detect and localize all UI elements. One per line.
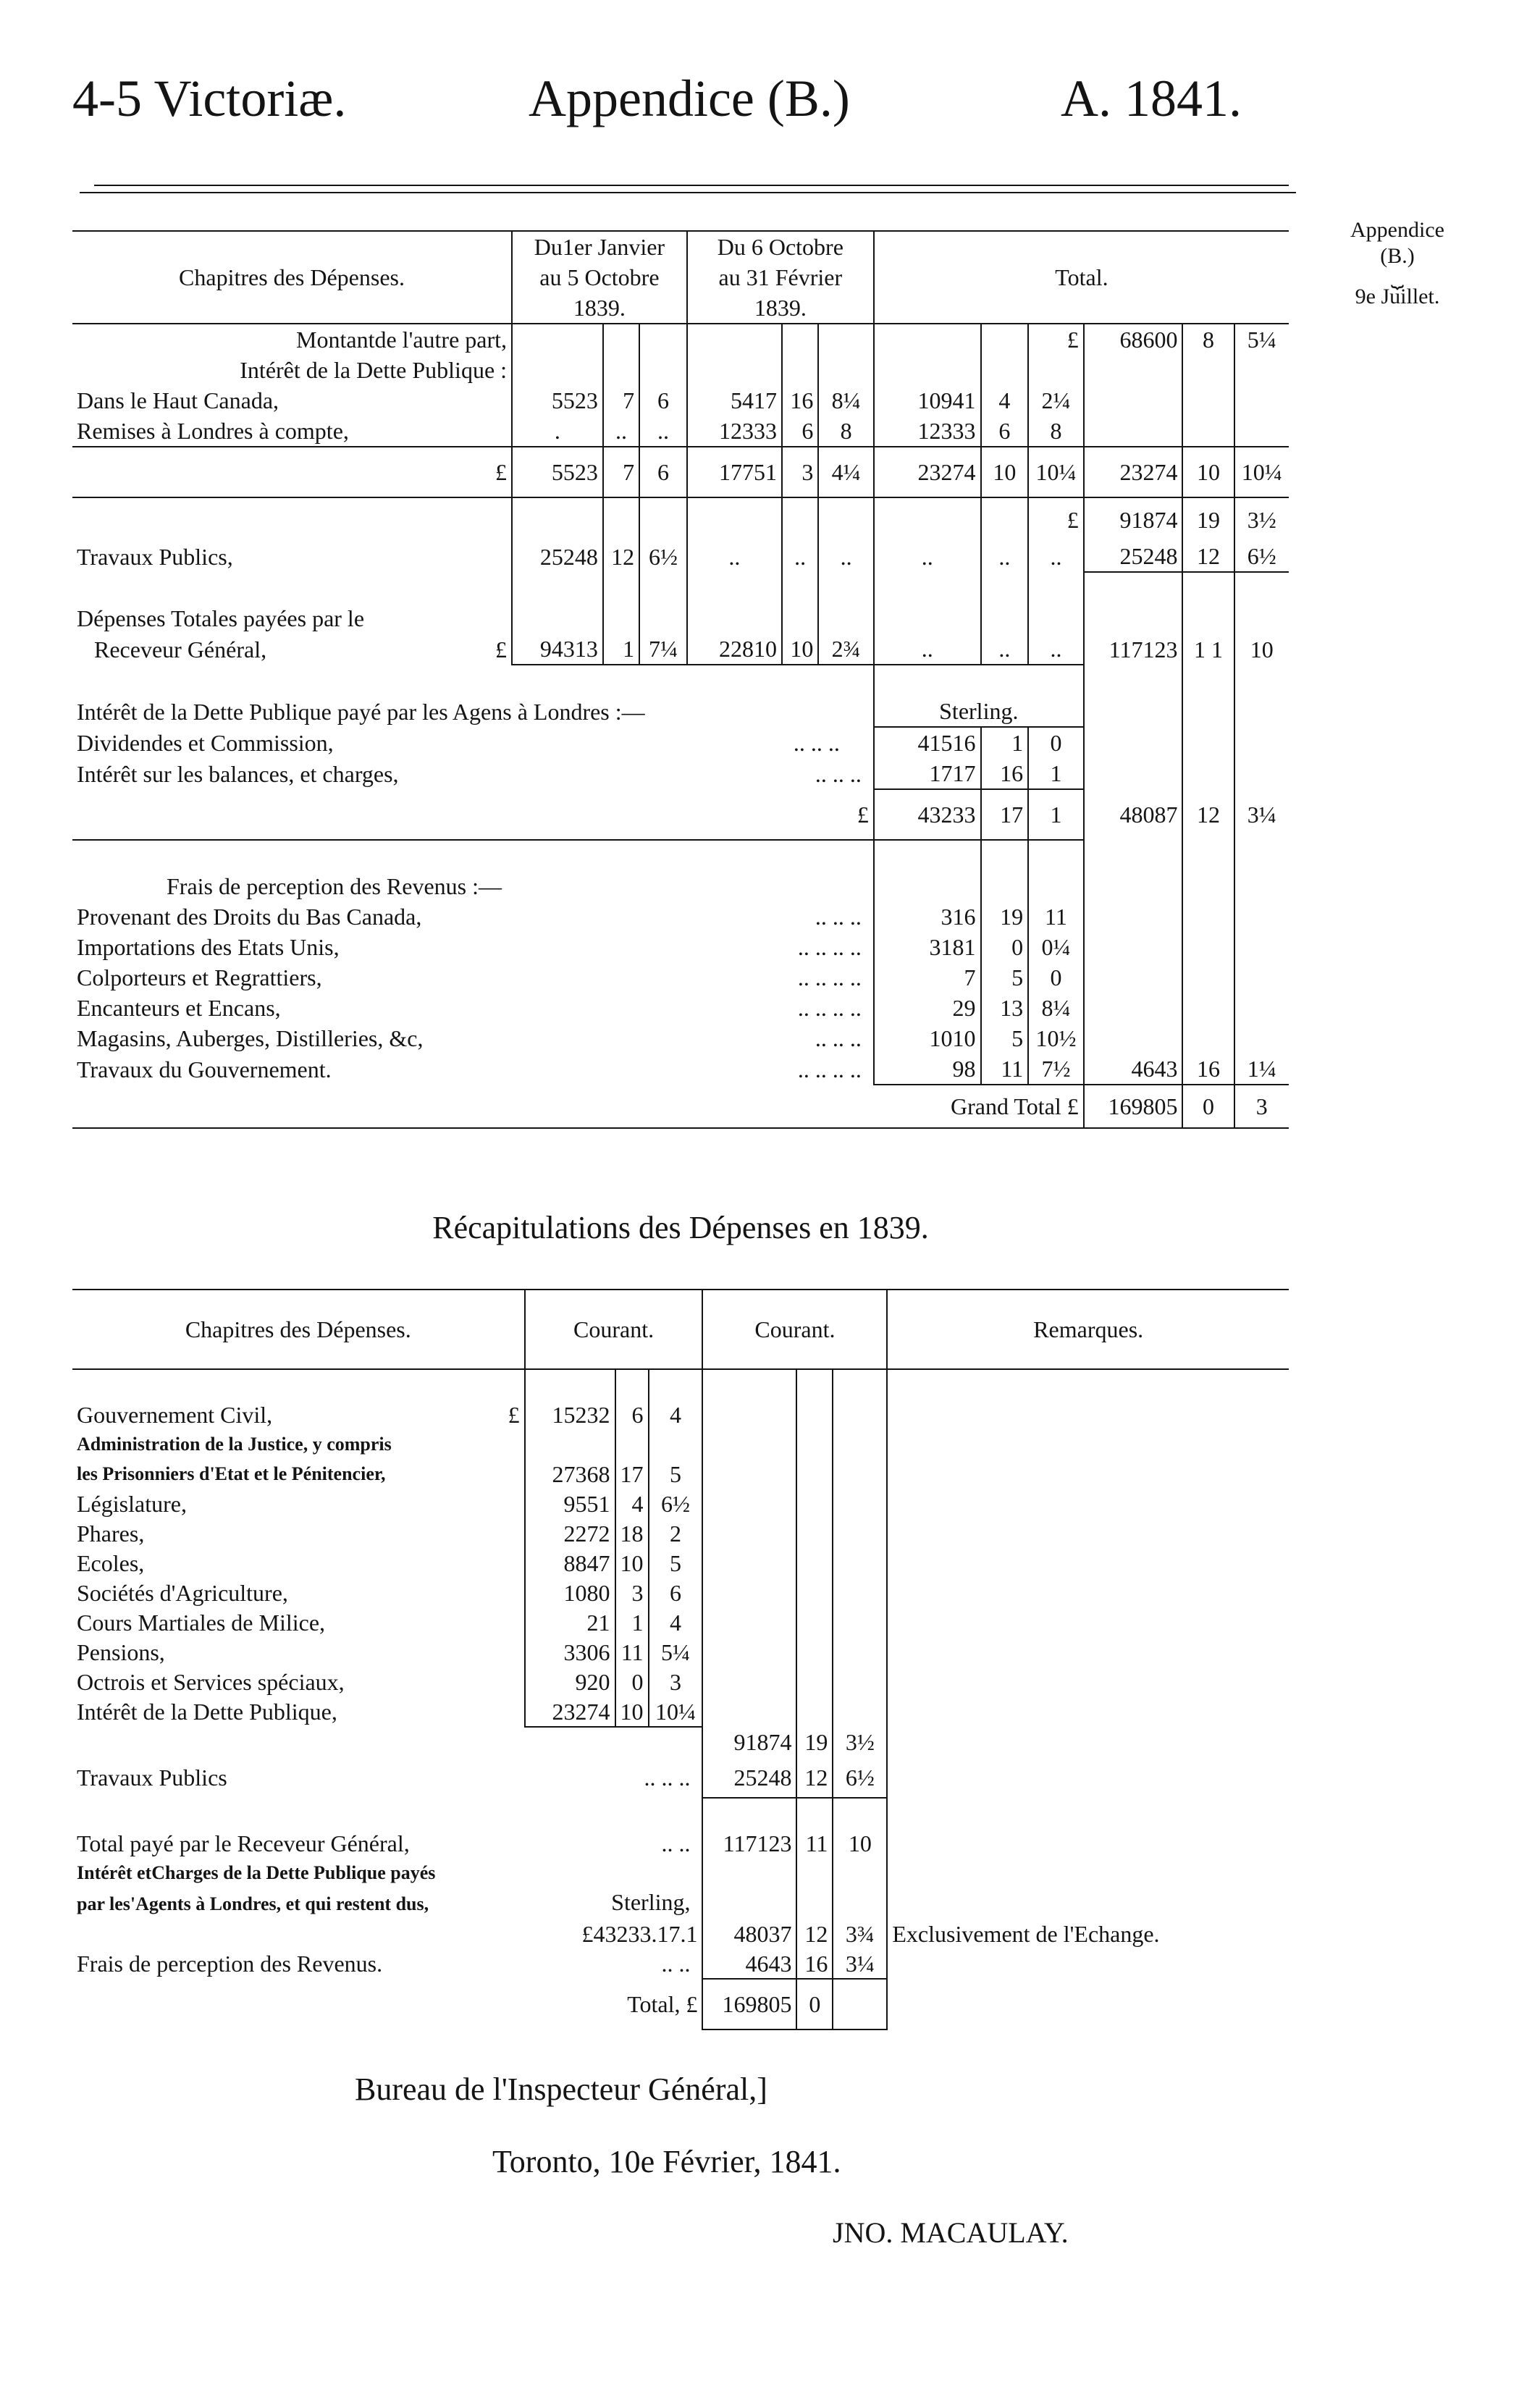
- cell: 10¼: [1028, 447, 1084, 497]
- row-label: Travaux Publics,: [77, 543, 233, 570]
- cell: ..: [981, 634, 1029, 665]
- table-header-row: [72, 1290, 1289, 1369]
- cell: 6: [782, 416, 818, 447]
- cell: 10: [615, 1696, 649, 1727]
- cell: 3¼: [1234, 789, 1289, 840]
- cell: 41516: [874, 727, 981, 758]
- cell: 10: [981, 447, 1029, 497]
- cell: 117123: [1084, 634, 1183, 665]
- table-row: [72, 1637, 1289, 1667]
- row-label: Dépenses Totales payées par le: [77, 605, 365, 631]
- cell: 1010: [874, 1023, 981, 1053]
- cell: 10: [1182, 447, 1234, 497]
- row-label-text: Importations des Etats Unis,: [77, 934, 340, 960]
- row-label: [72, 1757, 702, 1798]
- cell: 16: [782, 385, 818, 416]
- cell: 316: [874, 901, 981, 932]
- header-center: Appendice (B.): [529, 70, 850, 127]
- pound-sign: £: [508, 1401, 520, 1428]
- table-row: [72, 1858, 1289, 1888]
- cell: 3¼: [833, 1948, 887, 1979]
- cell: 16: [1182, 1053, 1234, 1085]
- cell: 19: [796, 1727, 833, 1757]
- cell: 5: [649, 1459, 703, 1489]
- cell: 3: [649, 1667, 703, 1696]
- cell: 4643: [702, 1948, 796, 1979]
- row-label: Intérêt de la Dette Publique payé par les Agens à Londres :—: [77, 698, 645, 725]
- pound-sign: £: [1028, 497, 1084, 541]
- header-right: A. 1841.: [1061, 70, 1242, 127]
- row-label: [72, 1400, 525, 1429]
- cell: 1717: [874, 758, 981, 789]
- cell: 17: [981, 789, 1029, 840]
- table-row: [72, 932, 1289, 962]
- cell: 0: [981, 932, 1029, 962]
- cell: 6: [649, 1578, 703, 1607]
- cell: 12: [603, 541, 639, 572]
- row-label-text: Gouvernement Civil,: [77, 1401, 273, 1428]
- dot-leaders: .. .. ..: [815, 904, 862, 930]
- cell: 12: [1182, 541, 1234, 572]
- cell: 5523: [512, 385, 603, 416]
- cell: 19: [981, 901, 1029, 932]
- cell: 8: [1182, 324, 1234, 355]
- table-row: [72, 634, 1289, 665]
- table-row: [72, 1727, 1289, 1757]
- expense-table: [72, 230, 1289, 1129]
- cell: 1: [1028, 789, 1084, 840]
- cell: 68600: [1084, 324, 1183, 355]
- col-header-courant-1: Courant.: [525, 1290, 703, 1369]
- cell: 1: [1028, 758, 1084, 789]
- cell: 17751: [687, 447, 782, 497]
- cell: 3½: [1234, 497, 1289, 541]
- cell: 1¼: [1234, 1053, 1289, 1085]
- cell: 4643: [1084, 1053, 1183, 1085]
- row-label-text: Travaux du Gouvernement.: [77, 1056, 332, 1082]
- place-date: Toronto, 10e Février, 1841.: [492, 2144, 841, 2179]
- row-label: Intérêt de la Dette Publique :: [240, 357, 508, 383]
- row-label-text: Frais de perception des Revenus.: [77, 1951, 383, 1977]
- total-label: Total, £: [627, 1991, 698, 2017]
- cell: 10½: [1028, 1023, 1084, 1053]
- cell: 6½: [833, 1757, 887, 1798]
- cell: 6½: [639, 541, 687, 572]
- col-header-period2-line2: au 31 Février: [687, 262, 874, 293]
- cell: 6½: [1234, 541, 1289, 572]
- row-label-text: par les'Agents à Londres, et qui restent dus,: [77, 1893, 429, 1914]
- row-label: [72, 1888, 702, 1919]
- table-row: [72, 1400, 1289, 1429]
- table-row: [72, 1607, 1289, 1637]
- cell: 3181: [874, 932, 981, 962]
- row-label: Montantde l'autre part,: [72, 324, 512, 355]
- table-row: [72, 665, 1289, 696]
- table-row: [72, 1578, 1289, 1607]
- cell: 15232: [525, 1400, 615, 1429]
- cell: 11: [796, 1828, 833, 1858]
- header-left: 4-5 Victoriæ.: [72, 70, 347, 127]
- cell: 5: [981, 962, 1029, 993]
- cell: 8¼: [1028, 993, 1084, 1023]
- row-label: Intérêt de la Dette Publique,: [77, 1699, 337, 1725]
- row-label: Ecoles,: [77, 1549, 145, 1576]
- row-label: les Prisonniers d'Etat et le Pénitencier,: [77, 1463, 386, 1484]
- table-row: [72, 901, 1289, 932]
- col-header-chapitres: Chapitres des Dépenses.: [72, 231, 512, 324]
- table-row: [72, 541, 1289, 572]
- cell: 29: [874, 993, 981, 1023]
- cell: 3¾: [833, 1919, 887, 1948]
- sterling-label: Sterling.: [874, 696, 1084, 727]
- row-label: [72, 962, 874, 993]
- cell: ..: [782, 541, 818, 572]
- cell: 2¾: [818, 634, 874, 665]
- table-row: [72, 1548, 1289, 1578]
- recap-table: [72, 1289, 1289, 2030]
- row-label: [72, 1023, 874, 1053]
- cell: 6: [981, 416, 1029, 447]
- dot-leaders: .. .. .. ..: [797, 995, 862, 1021]
- grand-total-label: Grand Total £: [874, 1085, 1084, 1128]
- cell: 94313: [512, 634, 603, 665]
- col-header-courant-2: Courant.: [702, 1290, 887, 1369]
- cell: 48087: [1084, 789, 1183, 840]
- row-label: Sociétés d'Agriculture,: [77, 1579, 288, 1606]
- cell: 4: [649, 1607, 703, 1637]
- table-row: [72, 758, 1289, 789]
- cell: 2272: [525, 1518, 615, 1548]
- cell: ..: [603, 416, 639, 447]
- cell: 23274: [525, 1696, 615, 1727]
- cell: 25248: [1084, 541, 1183, 572]
- cell: 6: [615, 1400, 649, 1429]
- cell: ..: [874, 541, 981, 572]
- col-header-period1-line3: 1839.: [512, 293, 687, 324]
- cell: 13: [981, 993, 1029, 1023]
- cell: 12333: [687, 416, 782, 447]
- cell: 1080: [525, 1578, 615, 1607]
- cell: 6: [639, 385, 687, 416]
- row-label-text: Provenant des Droits du Bas Canada,: [77, 904, 422, 930]
- row-label: Frais de perception des Revenus :—: [167, 873, 502, 899]
- cell: ..: [874, 634, 981, 665]
- margin-note-line1: Appendice: [1350, 218, 1444, 242]
- table-row: [72, 497, 1289, 541]
- cell: 23274: [874, 447, 981, 497]
- table-row: [72, 385, 1289, 416]
- cell: 5523: [512, 447, 603, 497]
- cell: 12333: [874, 416, 981, 447]
- table-row: [72, 962, 1289, 993]
- cell: 9551: [525, 1489, 615, 1518]
- table-row: [72, 1979, 1289, 2029]
- cell: 91874: [702, 1727, 796, 1757]
- row-label: Législature,: [77, 1490, 187, 1517]
- cell: 10: [833, 1828, 887, 1858]
- cell: 11: [981, 1053, 1029, 1085]
- col-header-period1-line2: au 5 Octobre: [512, 262, 687, 293]
- cell: 2: [649, 1518, 703, 1548]
- cell: 8: [818, 416, 874, 447]
- cell: 4: [649, 1400, 703, 1429]
- header-rule-1: [94, 185, 1289, 186]
- cell: 16: [796, 1948, 833, 1979]
- cell: 11: [615, 1637, 649, 1667]
- table-row: [72, 447, 1289, 497]
- cell: 21: [525, 1607, 615, 1637]
- col-header-period2-line3: 1839.: [687, 293, 874, 324]
- table-row: [72, 1429, 1289, 1459]
- table-row: [72, 1459, 1289, 1489]
- row-label: Phares,: [77, 1520, 145, 1547]
- cell: 18: [615, 1518, 649, 1548]
- dot-leaders: .. .. .. ..: [797, 1056, 862, 1082]
- row-label-text: Total payé par le Receveur Général,: [77, 1830, 410, 1856]
- row-label: [72, 901, 874, 932]
- pound-sign: £: [495, 636, 508, 662]
- cell: 3: [1234, 1085, 1289, 1128]
- cell: 1: [981, 727, 1029, 758]
- row-label: [72, 993, 874, 1023]
- row-label-text: Travaux Publics: [77, 1764, 227, 1791]
- table-row: [72, 1053, 1289, 1085]
- cell: 2¼: [1028, 385, 1084, 416]
- margin-note-line3: 9e Juillet.: [1355, 285, 1440, 308]
- cell: 10: [782, 634, 818, 665]
- table-row: [72, 572, 1289, 603]
- row-label: [72, 634, 512, 665]
- row-label-text: Intérêt sur les balances, et charges,: [77, 760, 399, 787]
- table-row: [72, 789, 1289, 840]
- row-label: Cours Martiales de Milice,: [77, 1609, 326, 1636]
- cell: 7¼: [639, 634, 687, 665]
- table-row: [72, 871, 1289, 901]
- cell: 17: [615, 1459, 649, 1489]
- cell: 91874: [1084, 497, 1183, 541]
- cell: 0¼: [1028, 932, 1084, 962]
- row-label-text: Dividendes et Commission,: [77, 729, 334, 756]
- cell: [833, 1979, 887, 2029]
- dot-leaders: .. ..: [661, 1951, 691, 1977]
- table-row: [72, 1085, 1289, 1128]
- table-row: [72, 1919, 1289, 1948]
- cell: 1: [615, 1607, 649, 1637]
- cell: ..: [1028, 634, 1084, 665]
- cell: 12: [796, 1919, 833, 1948]
- bureau-line: Bureau de l'Inspecteur Général,]: [355, 2071, 767, 2107]
- row-label: Octrois et Services spéciaux,: [77, 1668, 345, 1695]
- cell: 10941: [874, 385, 981, 416]
- cell: 5¼: [1234, 324, 1289, 355]
- cell: 12: [796, 1757, 833, 1798]
- cell: 10: [615, 1548, 649, 1578]
- col-header-period1-line1: Du1er Janvier: [512, 231, 687, 262]
- dot-leaders: .. .. ..: [793, 729, 840, 756]
- dot-leaders: .. .. .. ..: [797, 964, 862, 990]
- cell: 7: [603, 385, 639, 416]
- margin-note-line2: (B.): [1380, 244, 1415, 268]
- table-row: [72, 1023, 1289, 1053]
- cell: 3306: [525, 1637, 615, 1667]
- row-label-text: Colporteurs et Regrattiers,: [77, 964, 322, 990]
- table-row: [72, 1757, 1289, 1798]
- recap-title: Récapitulations des Dépenses en 1839.: [432, 1210, 929, 1245]
- cell: 0: [615, 1667, 649, 1696]
- table-row: [72, 1489, 1289, 1518]
- row-label: Administration de la Justice, y compris: [77, 1433, 392, 1455]
- cell: 4: [615, 1489, 649, 1518]
- margin-note: [1325, 217, 1470, 310]
- cell: 117123: [702, 1828, 796, 1858]
- cell: .: [512, 416, 603, 447]
- row-label: [72, 758, 874, 789]
- col-header-chapitres: Chapitres des Dépenses.: [72, 1290, 525, 1369]
- pound-sign: £: [72, 447, 512, 497]
- table-header-row: [72, 231, 1289, 262]
- row-label: Remises à Londres à compte,: [77, 418, 349, 444]
- col-header-total: Total.: [874, 231, 1289, 324]
- dot-leaders: .. .. ..: [644, 1764, 691, 1791]
- table-row: [72, 1696, 1289, 1727]
- table-row: [72, 324, 1289, 355]
- table-row: [72, 355, 1289, 385]
- col-header-period2-line1: Du 6 Octobre: [687, 231, 874, 262]
- cell: 7: [874, 962, 981, 993]
- cell: 8¼: [818, 385, 874, 416]
- cell: 0: [1028, 962, 1084, 993]
- table-row: [72, 1667, 1289, 1696]
- row-label-text: Magasins, Auberges, Distilleries, &c,: [77, 1025, 424, 1051]
- header-rule-2: [80, 192, 1296, 193]
- cell: 98: [874, 1053, 981, 1085]
- cell: 48037: [702, 1919, 796, 1948]
- brace-icon: ⏟: [1391, 264, 1404, 288]
- dot-leaders: .. .. .. ..: [797, 934, 862, 960]
- pound-sign: £: [857, 801, 869, 828]
- row-label-text: Encanteurs et Encans,: [77, 995, 281, 1021]
- cell: 3: [782, 447, 818, 497]
- cell: 23274: [1084, 447, 1183, 497]
- sterling-amount: £43233.17.1: [581, 1920, 698, 1947]
- cell: 0: [1028, 727, 1084, 758]
- cell: 10¼: [1234, 447, 1289, 497]
- cell: 10¼: [649, 1696, 703, 1727]
- cell: 11: [1028, 901, 1084, 932]
- table-row: [72, 416, 1289, 447]
- cell: 1: [603, 634, 639, 665]
- table-row: [72, 1948, 1289, 1979]
- cell: 5¼: [649, 1637, 703, 1667]
- cell: 5: [649, 1548, 703, 1578]
- dot-leaders: .. .. ..: [815, 1025, 862, 1051]
- row-label: [72, 1828, 702, 1858]
- cell: 19: [1182, 497, 1234, 541]
- cell: 5417: [687, 385, 782, 416]
- cell: 43233: [874, 789, 981, 840]
- pound-sign: £: [1028, 324, 1084, 355]
- cell: 6: [639, 447, 687, 497]
- cell: 3: [615, 1578, 649, 1607]
- signature: JNO. MACAULAY.: [833, 2216, 1069, 2249]
- table-row: [72, 696, 1289, 727]
- row-label: [72, 932, 874, 962]
- cell: 7: [603, 447, 639, 497]
- row-label: Pensions,: [77, 1639, 165, 1665]
- cell: 5: [981, 1023, 1029, 1053]
- row-label: [72, 1053, 874, 1085]
- table-row: [72, 840, 1289, 871]
- sterling-label: Sterling,: [611, 1889, 691, 1915]
- dot-leaders: .. .. ..: [815, 760, 862, 787]
- cell: 6½: [649, 1489, 703, 1518]
- cell: 8847: [525, 1548, 615, 1578]
- col-header-remarques: Remarques.: [887, 1290, 1289, 1369]
- row-label-text: Receveur Général,: [94, 636, 267, 662]
- cell: 3½: [833, 1727, 887, 1757]
- table-row: [72, 1888, 1289, 1919]
- cell: 16: [981, 758, 1029, 789]
- cell: 920: [525, 1667, 615, 1696]
- remark-text: Exclusivement de l'Echange.: [887, 1919, 1289, 1948]
- table-row: [72, 603, 1289, 634]
- cell: ..: [818, 541, 874, 572]
- row-label: [72, 1948, 702, 1979]
- cell: 4: [981, 385, 1029, 416]
- cell: 169805: [1084, 1085, 1183, 1128]
- cell: 169805: [702, 1979, 796, 2029]
- cell: 12: [1182, 789, 1234, 840]
- table-row: [72, 1828, 1289, 1858]
- cell: 1 1: [1182, 634, 1234, 665]
- cell: ..: [687, 541, 782, 572]
- cell: 0: [1182, 1085, 1234, 1128]
- cell: ..: [639, 416, 687, 447]
- cell: 0: [796, 1979, 833, 2029]
- cell: 27368: [525, 1459, 615, 1489]
- cell: 8: [1028, 416, 1084, 447]
- table-row: [72, 1518, 1289, 1548]
- table-row: [72, 993, 1289, 1023]
- row-label: Intérêt etCharges de la Dette Publique payés: [77, 1862, 436, 1883]
- cell: 4¼: [818, 447, 874, 497]
- row-label: [72, 727, 874, 758]
- cell: 22810: [687, 634, 782, 665]
- row-label: Dans le Haut Canada,: [77, 387, 279, 413]
- dot-leaders: .. ..: [661, 1830, 691, 1856]
- cell: 25248: [512, 541, 603, 572]
- cell: ..: [1028, 541, 1084, 572]
- cell: 10: [1234, 634, 1289, 665]
- cell: ..: [981, 541, 1029, 572]
- cell: 7½: [1028, 1053, 1084, 1085]
- cell: 25248: [702, 1757, 796, 1798]
- table-row: [72, 727, 1289, 758]
